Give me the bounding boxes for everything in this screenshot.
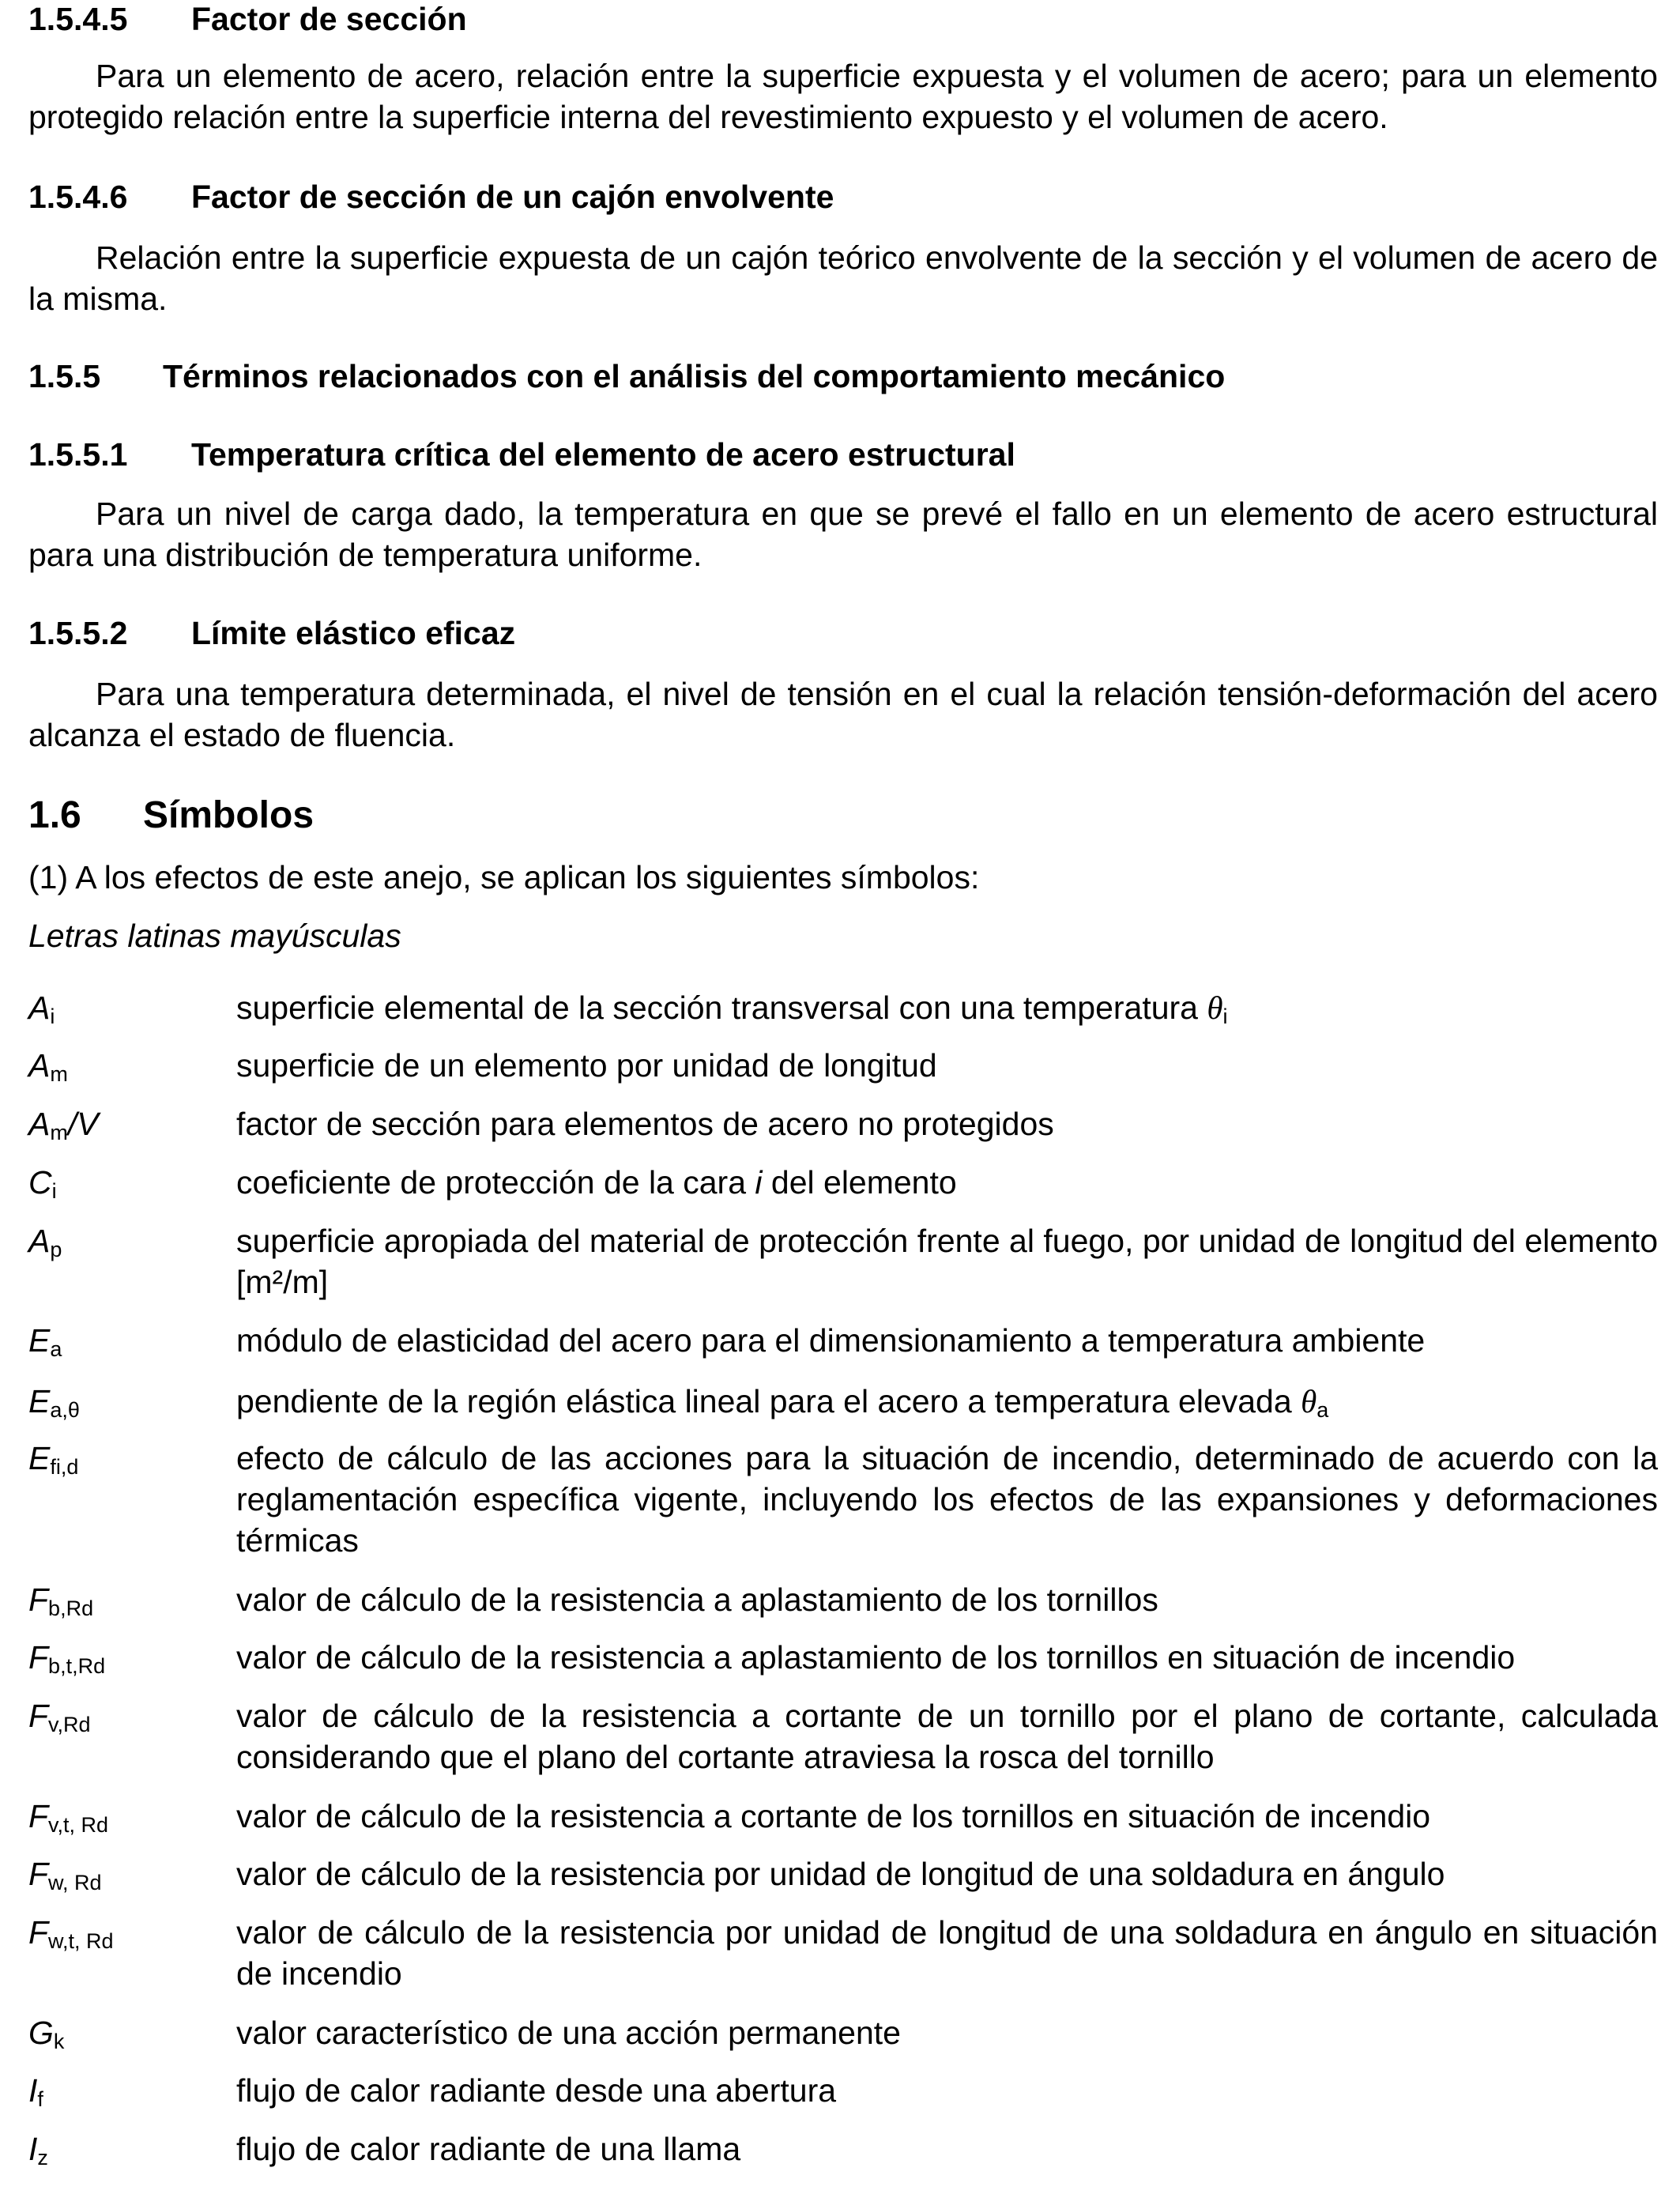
section-title: Temperatura crítica del elemento de acero estructural (191, 436, 1015, 473)
section-heading-1-5-4-5 (28, 0, 467, 38)
symbol-subscript: i (51, 1179, 57, 1203)
symbol (28, 1579, 93, 1620)
symbol (28, 1853, 102, 1894)
theta-subscript: a (1317, 1398, 1329, 1422)
description-text: del elemento (762, 1164, 957, 1201)
symbol-subscript: f (37, 2087, 43, 2111)
section-title: Factor de sección (191, 1, 467, 37)
symbol (28, 987, 55, 1028)
symbol-letter: A (28, 990, 51, 1026)
description-text: pendiente de la región elástica lineal para el acero a temperatura elevada (236, 1383, 1301, 1419)
symbol-subscript: v,t, Rd (48, 1813, 109, 1837)
section-title: Términos relacionados con el análisis del comportamiento mecánico (163, 358, 1226, 394)
description-text: superficie elemental de la sección transversal con una temperatura (236, 990, 1207, 1026)
symbol-letter: F (28, 1581, 49, 1618)
symbol (28, 1912, 114, 1953)
section-title: Símbolos (143, 794, 315, 836)
symbol-letter: F (28, 1639, 49, 1676)
symbol (28, 1220, 62, 1261)
symbol-letter: G (28, 2015, 54, 2051)
symbol-letter: A (28, 1106, 51, 1142)
symbol-subscript: a (50, 1337, 62, 1361)
symbol-description: valor de cálculo de la resistencia a cortante de un tornillo por el plano de cortante, calculada considerando que el plano del cortante atraviesa la rosca del tornillo (236, 1698, 1658, 1775)
theta-symbol: $\theta_i$ (1207, 990, 1228, 1028)
symbol (28, 1438, 78, 1479)
section-body-1-5-4-5: Para un elemento de acero, relación entre la superficie expuesta y el volumen de acero; para un elemento protegido relación entre la superficie interna del revestimiento expuesto y el volumen de acero. (28, 58, 1658, 135)
section-number: 1.5.4.5 (28, 1, 128, 37)
symbols-subheading: Letras latinas mayúsculas (28, 918, 401, 954)
section-number: 1.5.4.6 (28, 179, 128, 215)
symbol (28, 1381, 80, 1422)
section-title: Factor de sección de un cajón envolvente (191, 179, 834, 215)
symbol-description: superficie de un elemento por unidad de longitud (236, 1047, 937, 1084)
symbol-description: valor de cálculo de la resistencia a aplastamiento de los tornillos en situación de incendio (236, 1639, 1516, 1676)
symbol (28, 2070, 43, 2111)
section-body-1-5-5-2: Para una temperatura determinada, el nivel de tensión en el cual la relación tensión-deformación del acero alcanza el estado de fluencia. (28, 676, 1658, 753)
section-number: 1.5.5.1 (28, 436, 128, 473)
section-heading-1-5-5-1 (28, 435, 1015, 473)
symbol (28, 1103, 99, 1144)
symbol-letter: A (28, 1047, 51, 1084)
symbol-letter: I (28, 2131, 38, 2167)
symbol-letter: A (28, 1223, 51, 1259)
symbol-description: factor de sección para elementos de acero no protegidos (236, 1106, 1054, 1142)
description-italic: i (755, 1164, 763, 1201)
section-body-1-5-4-6: Relación entre la superficie expuesta de un cajón teórico envolvente de la sección y el volumen de acero de la misma. (28, 239, 1658, 317)
symbol-letter: F (28, 1798, 49, 1834)
symbol-description: valor de cálculo de la resistencia a cortante de los tornillos en situación de incendio (236, 1798, 1431, 1834)
symbol-letter: E (28, 1322, 51, 1359)
symbol-description: valor de cálculo de la resistencia por unidad de longitud de una soldadura en ángulo (236, 1856, 1445, 1892)
symbols-intro: (1) A los efectos de este anejo, se aplican los siguientes símbolos: (28, 859, 980, 895)
section-number: 1.5.5.2 (28, 615, 128, 651)
theta-symbol: $\theta_a$ (1301, 1383, 1329, 1422)
symbol (28, 1162, 57, 1203)
section-number: 1.5.5 (28, 358, 101, 394)
section-heading-1-5-5 (28, 357, 1225, 395)
section-heading-1-6 (28, 794, 314, 838)
section-body-1-5-5-1: Para un nivel de carga dado, la temperatura en que se prevé el fallo en un elemento de acero estructural para una distribución de temperatura uniforme. (28, 496, 1658, 573)
symbol-description: valor de cálculo de la resistencia a aplastamiento de los tornillos (236, 1581, 1158, 1618)
symbol-subscript: w,t, Rd (48, 1929, 114, 1953)
symbol-description: flujo de calor radiante desde una abertura (236, 2072, 837, 2109)
section-number: 1.6 (28, 794, 81, 836)
symbol-tail: /V (67, 1106, 99, 1142)
symbol (28, 1045, 68, 1086)
symbol-letter: F (28, 1698, 49, 1734)
symbol (28, 2012, 64, 2053)
section-heading-1-5-5-2 (28, 614, 515, 652)
symbol-letter: F (28, 1914, 49, 1951)
symbol-letter: E (28, 1383, 51, 1419)
symbol-description: módulo de elasticidad del acero para el dimensionamiento a temperatura ambiente (236, 1322, 1426, 1359)
symbol-description: flujo de calor radiante de una llama (236, 2131, 741, 2167)
symbol-description (236, 1381, 1658, 1422)
symbol-subscript: b,t,Rd (48, 1654, 106, 1678)
section-heading-1-5-4-6 (28, 178, 834, 216)
symbol (28, 1695, 91, 1736)
symbol-subscript: fi,d (50, 1455, 79, 1479)
symbol-subscript: p (50, 1238, 62, 1261)
symbol-description: valor característico de una acción permanente (236, 2015, 901, 2051)
theta-subscript: i (1222, 1005, 1228, 1028)
symbol-description: valor de cálculo de la resistencia por unidad de longitud de una soldadura en ángulo en situación de incendio (236, 1914, 1658, 1992)
symbol (28, 2128, 48, 2169)
symbol-letter: E (28, 1440, 51, 1476)
symbol-description (236, 1162, 1658, 1203)
symbol-description (236, 987, 1658, 1028)
section-title: Límite elástico eficaz (191, 615, 516, 651)
symbol-subscript: b,Rd (48, 1596, 94, 1620)
description-text: coeficiente de protección de la cara (236, 1164, 755, 1201)
symbol-subscript: m (50, 1062, 68, 1086)
symbol-letter: C (28, 1164, 52, 1201)
symbol-subscript: a,θ (50, 1398, 80, 1422)
symbol-description: efecto de cálculo de las acciones para la situación de incendio, determinado de acuerdo con la reglamentación específica vigente, incluyendo los efectos de las expansiones y deformaciones térmicas (236, 1440, 1658, 1559)
symbol-letter: F (28, 1856, 49, 1892)
symbol-subscript: w, Rd (48, 1871, 102, 1894)
symbol-subscript: m (50, 1121, 68, 1144)
symbol (28, 1796, 108, 1837)
symbol-letter: I (28, 2072, 38, 2109)
symbol-subscript: v,Rd (48, 1713, 91, 1736)
symbol-description: superficie apropiada del material de protección frente al fuego, por unidad de longitud del elemento [m²/m] (236, 1223, 1658, 1300)
symbol (28, 1320, 62, 1361)
symbol-subscript: i (50, 1005, 55, 1028)
symbol-subscript: k (53, 2030, 65, 2053)
symbol-subscript: z (37, 2146, 48, 2169)
symbol (28, 1637, 105, 1678)
